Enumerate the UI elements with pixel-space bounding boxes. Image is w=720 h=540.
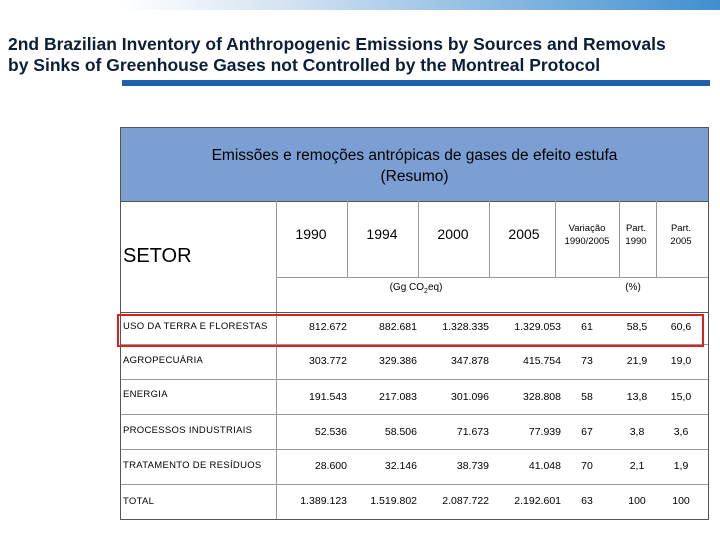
table-row-sector: ENERGIA (123, 389, 168, 400)
table-cell-1990: 28.600 (314, 460, 347, 472)
variation-header-line-1: Variação (568, 223, 606, 234)
table-cell-part-2005: 19,0 (670, 355, 692, 367)
row-divider (121, 449, 708, 450)
part-1990-header-line-2: 1990 (625, 236, 647, 247)
table-cell-2005: 328.808 (523, 391, 561, 403)
table-cell-variation: 61 (581, 321, 593, 333)
divider-variation (619, 201, 620, 277)
table-cell-part-2005: 1,9 (673, 460, 689, 472)
table-cell-2005: 41.048 (528, 460, 561, 472)
row-divider (121, 379, 708, 380)
table-cell-part-1990: 2,1 (629, 460, 645, 472)
top-gradient-bar (120, 0, 720, 10)
table-cell-part-2005: 15,0 (670, 391, 692, 403)
slide-title-line-1: 2nd Brazilian Inventory of Anthropogenic Emissions by Sources and Removals (8, 34, 666, 54)
divider-part-1990 (656, 201, 657, 277)
part-2005-header (661, 222, 701, 248)
table-row-sector: TRATAMENTO DE RESÍDUOS (123, 460, 262, 471)
header-row-divider (276, 277, 708, 278)
table-title-line-2: (Resumo) (380, 168, 449, 185)
table-cell-1990: 812.672 (309, 321, 347, 333)
variation-header (555, 222, 619, 248)
year-header-1994: 1994 (366, 226, 398, 242)
table-cell-2000: 71.673 (456, 426, 489, 438)
table-cell-1994: 217.083 (379, 391, 417, 403)
table-cell-1994: 1.519.802 (370, 495, 417, 507)
title-underline (122, 80, 710, 86)
table-cell-variation: 58 (581, 391, 593, 403)
table-cell-2005: 415.754 (523, 355, 561, 367)
table-cell-part-1990: 21,9 (626, 355, 648, 367)
table-cell-part-1990: 3,8 (629, 426, 645, 438)
slide-title (8, 34, 714, 76)
part-2005-header-line-2: 2005 (670, 236, 692, 247)
table-row-sector: AGROPECUÁRIA (123, 355, 204, 366)
table-cell-part-2005: 3,6 (673, 426, 689, 438)
table-cell-1990: 52.536 (314, 426, 347, 438)
table-cell-1990: 191.543 (309, 391, 347, 403)
table-row-sector: USO DA TERRA E FLORESTAS (123, 321, 268, 332)
table-cell-2005: 2.192.601 (514, 495, 561, 507)
table-row-sector: TOTAL (123, 496, 155, 507)
sector-header: SETOR (123, 245, 192, 267)
divider-2000 (489, 201, 490, 277)
unit-absolute (351, 282, 481, 295)
header-bottom-border (121, 312, 708, 313)
table-cell-2000: 1.328.335 (442, 321, 489, 333)
table-cell-1994: 882.681 (379, 321, 417, 333)
table-cell-part-2005: 60,6 (670, 321, 692, 333)
row-divider (121, 414, 708, 415)
highlight-box (117, 314, 704, 347)
slide-title-line-2: by Sinks of Greenhouse Gases not Controlled by the Montreal Protocol (8, 55, 601, 75)
unit-absolute-prefix: (Gg CO (389, 282, 425, 293)
table-cell-1994: 58.506 (384, 426, 417, 438)
year-header-2005: 2005 (508, 226, 540, 242)
table-cell-2000: 2.087.722 (442, 495, 489, 507)
table-cell-variation: 70 (581, 460, 593, 472)
row-divider (121, 484, 708, 485)
part-1990-header-line-1: Part. (625, 223, 647, 234)
part-1990-header (619, 222, 653, 248)
divider-2005 (555, 201, 556, 277)
table-cell-variation: 73 (581, 355, 593, 367)
table-cell-part-1990: 58,5 (626, 321, 648, 333)
table-cell-2005: 77.939 (528, 426, 561, 438)
table-cell-variation: 67 (581, 426, 593, 438)
part-2005-header-line-1: Part. (670, 223, 692, 234)
table-cell-2000: 301.096 (451, 391, 489, 403)
table-cell-1990: 1.389.123 (300, 495, 347, 507)
unit-absolute-suffix: eq) (427, 282, 443, 293)
table-cell-part-1990: 100 (628, 495, 646, 507)
table-title-band (121, 128, 708, 202)
table-cell-2005: 1.329.053 (514, 321, 561, 333)
table-title-line-1: Emissões e remoções antrópicas de gases de efeito estufa (211, 147, 618, 164)
table-cell-variation: 63 (581, 495, 593, 507)
divider-1990 (347, 201, 348, 277)
table-cell-part-2005: 100 (672, 495, 690, 507)
table-title (121, 145, 708, 187)
variation-header-line-2: 1990/2005 (564, 236, 610, 247)
table-cell-1994: 329.386 (379, 355, 417, 367)
table-cell-part-1990: 13,8 (626, 391, 648, 403)
table-cell-1994: 32.146 (384, 460, 417, 472)
table-cell-1990: 303.772 (309, 355, 347, 367)
unit-absolute-subscript: 2 (424, 288, 428, 295)
unit-percent: (%) (625, 282, 641, 293)
table-cell-2000: 347.878 (451, 355, 489, 367)
divider-1994 (418, 201, 419, 277)
year-header-2000: 2000 (437, 226, 469, 242)
table-cell-2000: 38.739 (456, 460, 489, 472)
table-row-sector: PROCESSOS INDUSTRIAIS (123, 425, 253, 436)
year-header-1990: 1990 (295, 226, 327, 242)
